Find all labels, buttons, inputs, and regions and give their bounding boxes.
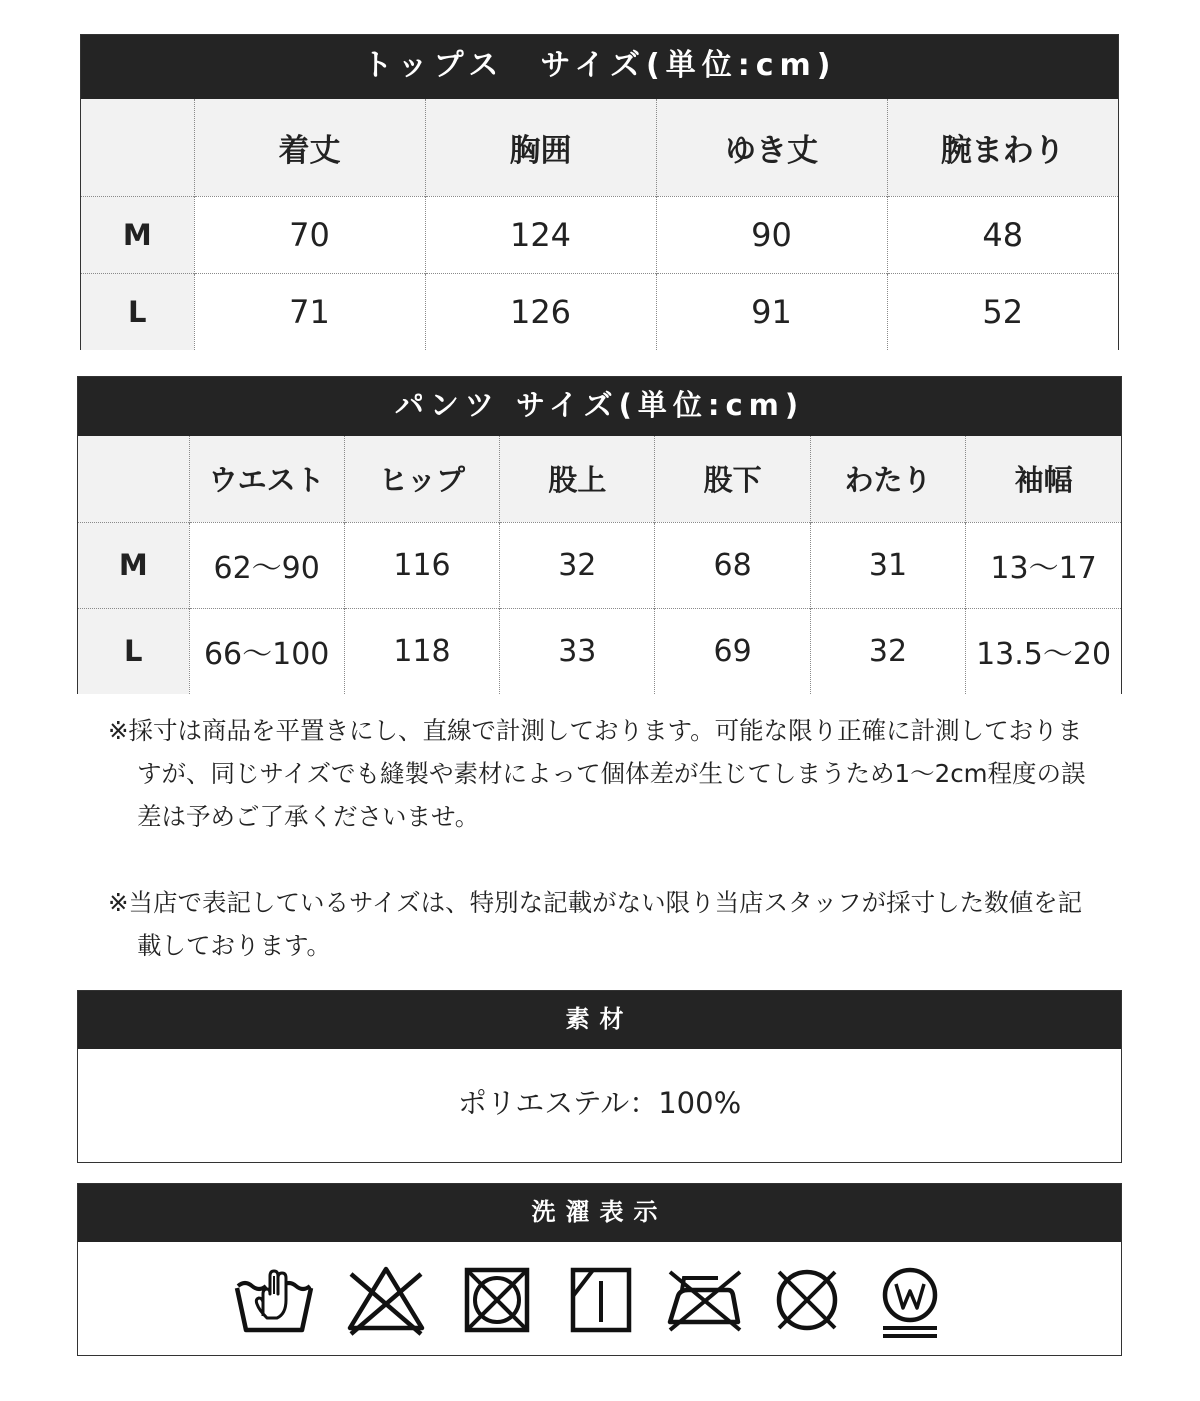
- header-waist: ウエスト: [189, 436, 344, 522]
- hand-wash-icon: [233, 1264, 315, 1336]
- care-section: [77, 1183, 1122, 1356]
- header-chest: 胸囲: [425, 99, 656, 196]
- header-length: 着丈: [194, 99, 425, 196]
- tops-grid: [81, 99, 1118, 350]
- table-cell: 126: [425, 273, 656, 350]
- table-cell: 91: [656, 273, 887, 350]
- header-hip: ヒップ: [344, 436, 499, 522]
- table-cell: 118: [344, 608, 499, 694]
- header-thigh: わたり: [810, 436, 965, 522]
- no-tumble-dry-icon: [461, 1264, 533, 1336]
- wet-clean-gentle-icon: [875, 1264, 945, 1340]
- care-title: 洗濯表示: [78, 1184, 1121, 1242]
- line-dry-shade-icon: [568, 1264, 634, 1336]
- care-icons: [78, 1242, 1121, 1355]
- table-row: [81, 273, 1118, 350]
- table-cell: 48: [887, 196, 1118, 273]
- table-row: [78, 608, 1121, 694]
- no-dry-clean-icon: [769, 1264, 845, 1336]
- pants-title: パンツ サイズ(単位:cm): [78, 377, 1121, 436]
- table-cell: 31: [810, 522, 965, 608]
- table-cell: 62～90: [189, 522, 344, 608]
- table-cell: 13.5～20: [966, 608, 1121, 694]
- table-cell: 52: [887, 273, 1118, 350]
- table-cell: 33: [500, 608, 655, 694]
- table-cell: 116: [344, 522, 499, 608]
- measurement-note: [108, 709, 1098, 838]
- tops-title: トップス サイズ(単位:cm): [81, 35, 1118, 99]
- pants-size-table: [77, 376, 1122, 694]
- no-bleach-icon: [345, 1264, 427, 1336]
- table-cell: 90: [656, 196, 887, 273]
- corner-cell: [78, 436, 189, 522]
- table-row: [81, 196, 1118, 273]
- table-cell: 66～100: [189, 608, 344, 694]
- no-iron-icon: [664, 1264, 746, 1336]
- material-content: ポリエステル：100%: [457, 1086, 742, 1120]
- table-cell: 69: [655, 608, 810, 694]
- row-size-label: L: [78, 608, 189, 694]
- corner-cell: [81, 99, 194, 196]
- header-arm-circumference: 腕まわり: [887, 99, 1118, 196]
- header-sleeve-length: ゆき丈: [656, 99, 887, 196]
- row-size-label: M: [78, 522, 189, 608]
- material-title: 素材: [78, 991, 1121, 1049]
- row-size-label: M: [81, 196, 194, 273]
- table-cell: 13～17: [966, 522, 1121, 608]
- table-cell: 32: [810, 608, 965, 694]
- table-cell: 68: [655, 522, 810, 608]
- table-cell: 71: [194, 273, 425, 350]
- header-inseam: 股下: [655, 436, 810, 522]
- pants-grid: [78, 436, 1121, 694]
- header-rise: 股上: [500, 436, 655, 522]
- table-row: [78, 522, 1121, 608]
- size-note-text: ※当店で表記しているサイズは、特別な記載がない限り当店スタッフが採寸した数値を記載しております。: [108, 888, 1083, 960]
- table-cell: 124: [425, 196, 656, 273]
- header-hem-width: 袖幅: [966, 436, 1121, 522]
- row-size-label: L: [81, 273, 194, 350]
- table-cell: 70: [194, 196, 425, 273]
- material-section: [77, 990, 1122, 1163]
- size-note: [108, 881, 1098, 967]
- tops-size-table: [80, 34, 1119, 350]
- table-cell: 32: [500, 522, 655, 608]
- measurement-note-text: ※採寸は商品を平置きにし、直線で計測しております。可能な限り正確に計測しておりますが、同じサイズでも縫製や素材によって個体差が生じてしまうため1～2cm程度の誤差は予めご了承くださいませ。: [108, 716, 1086, 831]
